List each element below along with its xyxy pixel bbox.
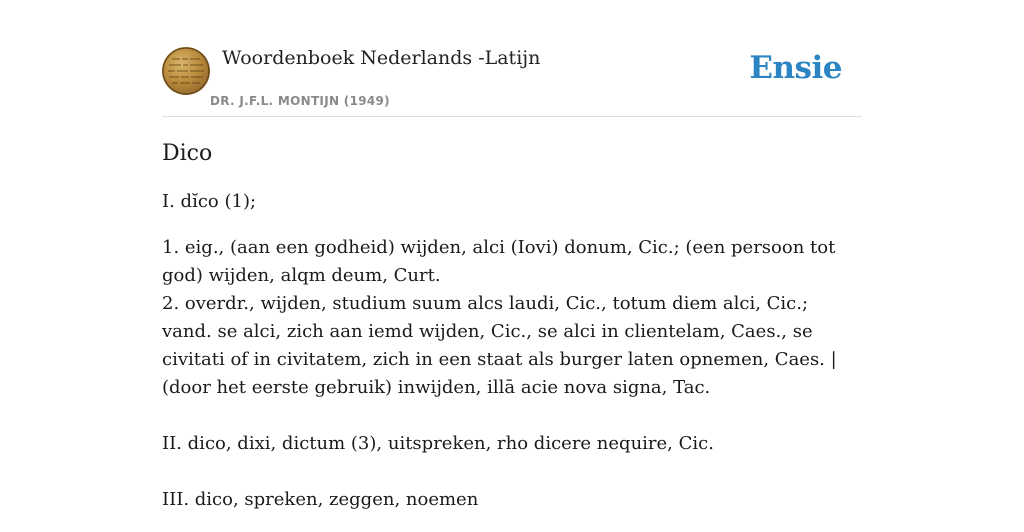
entry-headword: Dico [162,141,213,166]
spacer [162,402,852,430]
coin-logo-graphic [162,47,210,95]
book-title[interactable]: Woordenboek Nederlands -Latijn [222,47,541,69]
sense-3: III. dico, spreken, zeggen, noemen [162,489,479,510]
sense-2: II. dico, dixi, dictum (3), uitspreken, rho dicere nequire, Cic. [162,433,714,454]
sense-1-body [162,234,852,402]
dictionary-entry [162,138,852,532]
sense-1-line: 2. overdr., wijden, studium suum alcs laudi, Cic., totum diem alci, Cic.; vand. se alci, zich aan iemd wijden, Cic., se alci in clientelam, Caes., se civitati of in civitatem, zich in een staat als burger laten opnemen, Caes. | (door het eerste gebruik) inwijden, illā acie nova signa, Tac. [162,293,837,398]
coin-logo-icon[interactable] [162,47,210,95]
sense-1-line: 1. eig., (aan een godheid) wijden, alci (Iovi) donum, Cic.; (een persoon tot god) wijden, alqm deum, Curt. [162,237,836,286]
spacer [162,476,852,486]
header [162,44,862,117]
author-byline: DR. J.F.L. MONTIJN (1949) [210,94,390,108]
sense-1-heading: I. dĭco (1); [162,191,257,212]
brand-logo-link[interactable]: Ensie [749,50,842,86]
